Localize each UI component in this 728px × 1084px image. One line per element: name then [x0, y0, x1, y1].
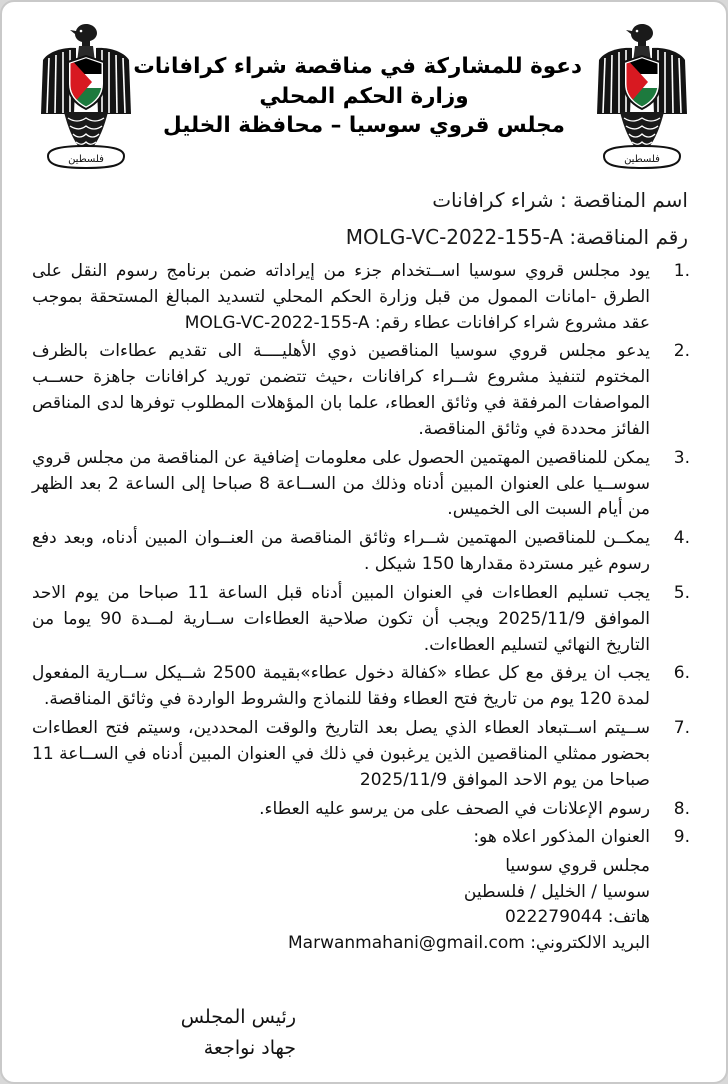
- clause-list: [32, 259, 696, 851]
- email-label: البريد الالكتروني:: [530, 932, 650, 953]
- clause-number: 3.: [673, 447, 690, 468]
- clause-number: 5.: [673, 582, 690, 603]
- clause-item: [32, 661, 696, 713]
- clause-number: 7.: [673, 718, 690, 739]
- clause-item: [32, 825, 696, 851]
- clause-number: 6.: [673, 663, 690, 684]
- clause-text: رسوم الإعلانات في الصحف على من يرسو عليه العطاء.: [259, 798, 650, 819]
- clause-text: يدعو مجلس قروي سوسيا المناقصين ذوي الأهليــــة الى تقديم عطاءات بالظرف المختوم لتنفيذ مشروع شــراء كرافانات ،حيث تتضمن توريد كرافانات جاهزة حســب المواصفات المرفقة في وثائق العطاء، علما بان المؤهلات المطلوب توفرها لدى المناقص الفائز محددة في وثائق المناقصة.: [32, 341, 650, 439]
- title-ministry: وزارة الحكم المحلي: [259, 83, 469, 109]
- tender-number: [40, 222, 688, 253]
- svg-text:فلسطين: فلسطين: [68, 154, 104, 165]
- title-council: مجلس قروي سوسيا – محافظة الخليل: [163, 113, 565, 139]
- clause-number: 4.: [673, 528, 690, 549]
- clause-number: 1.: [673, 261, 690, 281]
- document-header: [26, 16, 702, 181]
- clause-text: ســيتم اســتبعاد العطاء الذي يصل بعد التاريخ والوقت المحددين، وسيتم فتح العطاءات بحضور ممثلي المناقصين الذين يرغبون في ذلك في العنوان المبين أدناه في الســاعة 11 صباحا من يوم الاحد الموافق 2025/11/9: [32, 718, 650, 790]
- clause-number: 9.: [673, 827, 690, 848]
- signature-block: [2, 1002, 726, 1064]
- tender-meta: [40, 185, 688, 253]
- signature-role: رئيس المجلس: [180, 1006, 296, 1029]
- clause-item: [32, 526, 696, 578]
- clause-text: العنوان المذكور اعلاه هو:: [473, 827, 650, 848]
- clause-text: يود مجلس قروي سوسيا اســتخدام جزء من إيراداته ضمن برنامج رسوم النقل على الطرق -امانات الممول من قبل وزارة الحكم المحلي لتسديد المبالغ المستحقة بموجب عقد مشروع شراء كرافانات عطاء رقم:: [32, 261, 650, 333]
- clause-number: 8.: [673, 798, 690, 819]
- clause-item: [32, 259, 696, 336]
- clause-text: يمكن للمناقصين المهتمين الحصول على معلومات إضافية عن المناقصة من مجلس قروي سوســيا على العنوان المبين أدناه وذلك من الســاعة 8 صباحا إلى الساعة 2 بعد الظهر من أيام السبت الى الخميس.: [32, 447, 650, 520]
- tender-name: اسم المناقصة : شراء كرافانات: [432, 188, 688, 212]
- clause-text: يجب تسليم العطاءات في العنوان المبين أدناه قبل الساعة 11 صباحا من يوم الاحد الموافق 2025/11/9 ويجب أن تكون صلاحية العطاءات ســارية لمــدة 90 يوما من التاريخ النهائي لتسليم العطاءات.: [32, 582, 651, 655]
- clause-code: MOLG-VC-2022-155-A: [184, 312, 370, 333]
- clause-item: [32, 339, 696, 442]
- clause-text: يمكــن للمناقصين المهتمين شــراء وثائق المناقصة من العنــوان المبين أدناه، وبعد دفع رسوم غير مستردة مقدارها 150 شيكل .: [32, 528, 650, 575]
- clause-item: [32, 446, 696, 523]
- clause-number: 2.: [673, 341, 690, 362]
- clause-text: يجب ان يرفق مع كل عطاء «كفالة دخول عطاء»بقيمة 2500 شــيكل ســارية المفعول لمدة 120 يوم من تاريخ فتح العطاء وفقا للنماذج والشروط الواردة في وثائق المناقصة.: [32, 663, 650, 710]
- clause-item: [32, 797, 696, 823]
- phone-value: 022279044: [505, 907, 603, 928]
- tender-number-value: MOLG-VC-2022-155-A: [345, 225, 564, 249]
- phone-label: هاتف:: [607, 907, 650, 928]
- email-value[interactable]: Marwanmahani@gmail.com: [288, 932, 525, 953]
- clause-item: [32, 716, 696, 793]
- title-invitation: دعوة للمشاركة في مناقصة شراء كرافانات: [133, 54, 582, 79]
- document-titles: [133, 52, 582, 141]
- clause-item: [32, 581, 696, 658]
- tender-number-label: رقم المناقصة:: [569, 225, 688, 249]
- contact-address-block: [32, 854, 696, 956]
- address-email: [32, 931, 650, 957]
- address-council: مجلس قروي سوسيا: [505, 856, 650, 877]
- address-location: سوسيا / الخليل / فلسطين: [463, 881, 650, 902]
- svg-text:فلسطين: فلسطين: [624, 154, 660, 165]
- palestine-coat-of-arms-icon-left: [34, 18, 138, 176]
- palestine-coat-of-arms-icon-right: [590, 18, 694, 176]
- address-phone: [32, 905, 650, 931]
- signature-name: جهاد نواجعة: [203, 1037, 296, 1060]
